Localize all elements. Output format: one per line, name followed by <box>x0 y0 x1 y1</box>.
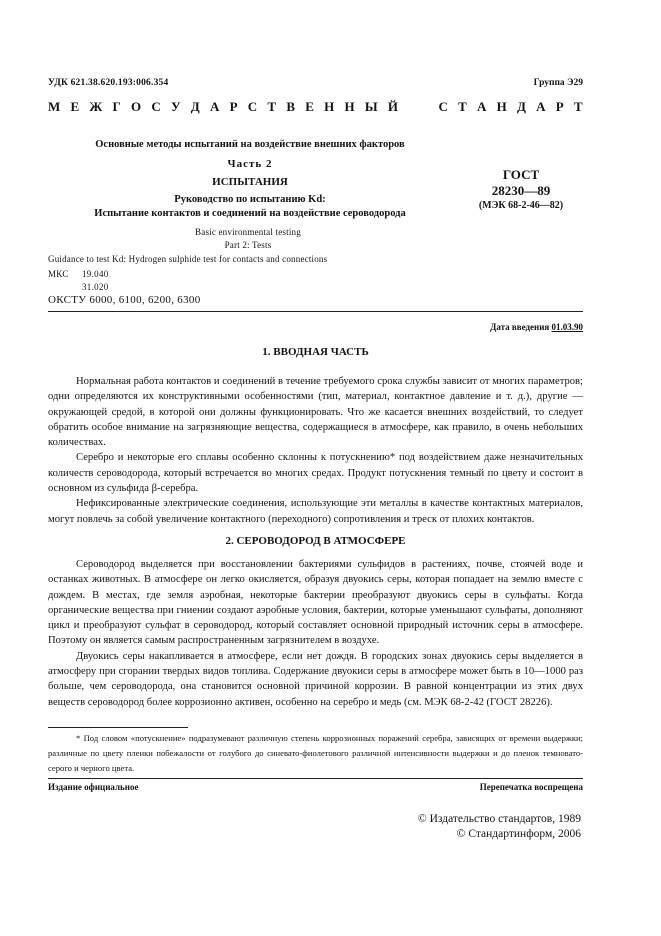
banner-letter: С <box>438 99 448 114</box>
group-code: Группа Э29 <box>533 78 583 88</box>
copyright-1: © Издательство стандартов, 1989 <box>417 813 581 825</box>
banner-letter: Т <box>267 99 277 114</box>
title-line: Основные методы испытаний на воздействие внешних факторов <box>95 139 405 150</box>
udk-code: УДК 621.38.620.193:006.354 <box>48 78 169 88</box>
section-2-body <box>48 557 583 710</box>
edition-note: Издание официальное <box>48 782 139 792</box>
paragraph: Сероводород выделяется при восстановлении бактериями сульфидов в растениях, почве, стоячей воде и останках животных. В атмосфере он легко окисляется, образуя двуокись серы, которая попадает на землю вместе с дождем. В местах, где земля аэробная, некоторые бактерии преобразуют двуокись серы в сульфаты. Когда органические вещества при гниении создают аэробные условия, бактерии, которые уменьшают сульфаты, дополняют цикл и преобразуют сульфат в сероводород, который составляет основной природный источник серы в атмосфере. Поэтому он является самым распространенным загрязнителем в воздухе. <box>48 559 583 647</box>
english-title-1: Basic environmental testing <box>195 227 301 237</box>
gost-label: ГОСТ <box>502 167 540 182</box>
banner-letter: С <box>151 99 161 114</box>
paragraph: Серебро и некоторые его сплавы особенно склонны к потускнению* под воздействием даже незначительных количеств сероводорода, который встречается во многих средах. Продукт потускнения темный по цвету и состоит в основном из сульфида β-серебра. <box>48 452 583 495</box>
banner-letter: О <box>131 99 142 114</box>
gost-number: 28230—89 <box>491 183 551 198</box>
banner-letter: Р <box>229 99 238 114</box>
section-2-heading: 2. СЕРОВОДОРОД В АТМОСФЕРЕ <box>225 535 406 547</box>
banner-letter: Н <box>344 99 355 114</box>
banner-letter: С <box>247 99 258 114</box>
standard-type-banner <box>48 99 583 115</box>
banner-letter: Й <box>387 99 398 114</box>
english-title-3: Guidance to test Kd: Hydrogen sulphide test for contacts and connections <box>48 254 328 264</box>
footnote-rule <box>48 727 188 728</box>
intro-date-label: Дата введения <box>490 322 550 332</box>
banner-letter: Т <box>458 99 467 114</box>
okstu-codes: ОКСТУ 6000, 6100, 6200, 6300 <box>48 294 201 306</box>
banner-letter: Р <box>555 99 564 114</box>
footnote <box>48 731 583 776</box>
title-tests: ИСПЫТАНИЯ <box>212 176 288 188</box>
section-1-heading: 1. ВВОДНАЯ ЧАСТЬ <box>262 346 369 358</box>
banner-letter: У <box>171 99 181 114</box>
banner-letter: А <box>209 99 220 114</box>
iec-number: (МЭК 68-2-46—82) <box>478 200 564 211</box>
paragraph: Двуокись серы накапливается в атмосфере, если нет дождя. В городских зонах двуокись серы выделяется в атмосферу при сгорании твердых видов топлива. Содержание двуокиси серы в атмосфере может быть в 10—1000 раз больше, чем сероводорода, она становится основной причиной коррозии. В равной концентрации из этих двух веществ сероводород более коррозионно активен, особенно на серебро и медь (см. МЭК 68-2-42 (ГОСТ 28226). <box>48 650 583 708</box>
intro-date <box>490 322 583 332</box>
title-guide: Руководство по испытанию Kd: <box>174 194 326 205</box>
banner-gap <box>408 99 428 115</box>
intro-date-value: 01.03.90 <box>551 322 583 332</box>
banner-letter: Д <box>516 99 526 114</box>
copyright-2: © Стандартинформ, 2006 <box>456 828 581 840</box>
reprint-note: Перепечатка воспрещена <box>479 782 583 792</box>
banner-letter: Т <box>573 99 583 114</box>
paragraph: Нормальная работа контактов и соединений в течение требуемого срока службы зависит от многих параметров; одни определяются их конструктивными особенностями (тип, материал, контактное давление и т. д.), другие — окружающей средой, в которой они должны функционировать. Что же касается внешних воздействий, то следует обратить особое внимание на загрязняющие вещества, содержащиеся в атмосфере, как правило, в очень небольших количествах. <box>48 376 583 449</box>
banner-letter: Е <box>70 99 80 114</box>
banner-letter: А <box>476 99 487 114</box>
title-part: Часть 2 <box>227 158 273 170</box>
divider-bottom <box>48 778 583 779</box>
divider-top <box>48 311 583 312</box>
banner-letter: Д <box>190 99 200 114</box>
banner-letter: В <box>286 99 295 114</box>
banner-letter: Г <box>112 99 121 114</box>
section-1-body <box>48 374 583 527</box>
mks-code-1: 19.040 <box>82 269 109 279</box>
mks-label: МКС <box>48 269 69 279</box>
banner-letter: Ы <box>364 99 378 114</box>
banner-letter: А <box>536 99 546 114</box>
english-title-2: Part 2: Tests <box>224 240 272 250</box>
mks-code-2: 31.020 <box>82 282 109 292</box>
banner-letter: М <box>48 99 61 114</box>
banner-letter: Н <box>324 99 335 114</box>
footnote-text: * Под словом «потускнение» подразумевают различную степень коррозионных поражений серебра, зависящих от времени выдержки; различные по цвету пленки побежалости от голубого до синевато-фиолетового различной интенсивности выдержки и до пленок темновато-серого и черного цвета. <box>48 733 583 773</box>
banner-letter: Н <box>496 99 507 114</box>
title-subject: Испытание контактов и соединений на воздействие сероводорода <box>94 208 406 219</box>
paragraph: Нефиксированные электрические соединения, использующие эти металлы в качестве контактных материалов, могут повлечь за собой увеличение контактного (переходного) сопротивления и треск от плохих контактов. <box>48 498 583 525</box>
banner-letter: Е <box>305 99 314 114</box>
banner-letter: Ж <box>89 99 103 114</box>
